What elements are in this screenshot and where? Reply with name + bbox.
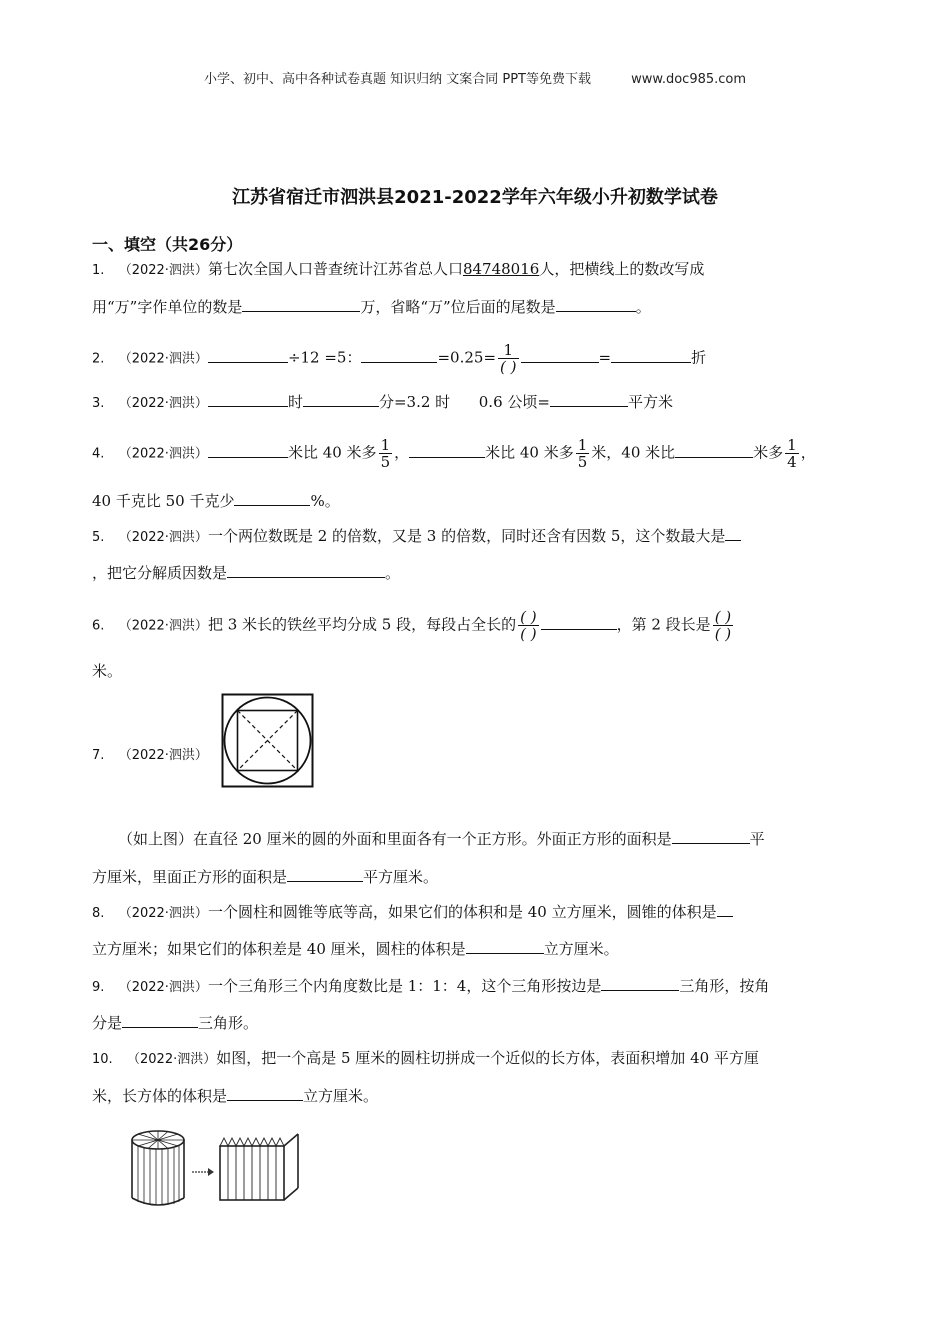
question-source: （2022·泗洪）: [127, 1052, 217, 1067]
answer-blank[interactable]: [717, 901, 733, 917]
question-text: 平: [749, 830, 765, 848]
question-number: 8.: [92, 906, 105, 921]
answer-blank[interactable]: [725, 525, 741, 541]
question-6-line-2: [92, 661, 122, 681]
question-number: 6.: [92, 618, 105, 634]
question-4: [92, 437, 816, 470]
question-6: [92, 609, 735, 642]
fraction: $\frac{1}{( )}$: [500, 341, 517, 376]
question-text: 方厘米，里面正方形的面积是: [92, 868, 288, 886]
answer-blank[interactable]: [287, 866, 363, 882]
question-2: [92, 342, 706, 375]
question-text: 一个三角形三个内角度数比是 1：1：4，这个三角形按边是: [207, 977, 602, 995]
question-text: =0.25=: [437, 348, 497, 367]
question-text: ÷12 =5：: [287, 348, 362, 367]
question-text: 立方厘米。: [543, 940, 619, 958]
question-8-line-2: [92, 938, 619, 959]
question-source: （2022·泗洪）: [118, 618, 208, 634]
answer-blank[interactable]: [208, 391, 288, 407]
answer-blank[interactable]: [227, 1085, 303, 1101]
answer-blank[interactable]: [611, 347, 691, 363]
question-source: （2022·泗洪）: [118, 446, 208, 462]
answer-blank[interactable]: [521, 347, 599, 363]
answer-blank[interactable]: [541, 614, 617, 630]
answer-blank[interactable]: [409, 442, 485, 458]
denominator-blank[interactable]: ( ): [520, 625, 537, 643]
question-text: 平方米: [627, 393, 673, 411]
fraction: [713, 609, 733, 642]
answer-blank[interactable]: [242, 296, 360, 312]
question-text: 米比 40 米多: [485, 443, 574, 462]
question-text: 。: [385, 564, 401, 582]
answer-blank[interactable]: [227, 562, 385, 578]
question-text: 万，省略“万”位后面的尾数是: [360, 298, 556, 316]
question-7-line-2: [92, 866, 438, 887]
question-number: 10.: [92, 1052, 113, 1067]
question-text: 三角形。: [198, 1014, 259, 1032]
question-text: ，第 2 段长是: [616, 615, 711, 634]
question-text: 如图，把一个高是 5 厘米的圆柱切拼成一个近似的长方体，表面积增加 40 平方厘: [216, 1049, 759, 1067]
question-text: 40 千克比 50 千克少: [92, 492, 235, 510]
fraction: [518, 609, 538, 642]
question-text: 立方厘米。: [303, 1087, 379, 1105]
question-9-line-2: [92, 1012, 258, 1033]
fraction: $\frac{1}{5}$: [577, 436, 588, 471]
question-number: 7.: [92, 748, 105, 763]
question-text: 立方厘米；如果它们的体积差是 40 厘米，圆柱的体积是: [92, 940, 466, 958]
denominator-blank[interactable]: ( ): [500, 358, 517, 376]
question-number: 1.: [92, 263, 105, 278]
question-source: （2022·泗洪）: [118, 980, 208, 995]
question-text: 一个圆柱和圆锥等底等高，如果它们的体积和是 40 立方厘米，圆锥的体积是: [207, 903, 717, 921]
cuboid: [220, 1134, 298, 1200]
answer-blank[interactable]: [234, 490, 310, 506]
answer-blank[interactable]: [672, 828, 750, 844]
question-text: %。: [310, 492, 340, 510]
circle-square-figure: [221, 693, 315, 789]
question-number: 2.: [92, 351, 105, 367]
question-9: [92, 975, 769, 998]
question-source: （2022·泗洪）: [118, 351, 208, 367]
question-text: 米，40 米比: [591, 443, 676, 462]
cylinder: [132, 1131, 184, 1205]
question-source: （2022·泗洪）: [118, 748, 208, 763]
question-text: 。: [635, 298, 651, 316]
question-1-line-2: [92, 296, 651, 317]
answer-blank[interactable]: [675, 442, 753, 458]
question-5: [92, 525, 741, 548]
question-7: [92, 744, 208, 766]
question-text: 时: [287, 393, 303, 411]
question-text: 用“万”字作单位的数是: [92, 298, 243, 316]
page-header: [0, 68, 950, 87]
question-3: [92, 391, 673, 414]
question-text: 米多: [753, 443, 784, 462]
question-8: [92, 901, 733, 924]
question-source: （2022·泗洪）: [118, 906, 208, 921]
question-text: 把 3 米长的铁丝平均分成 5 段，每段占全长的: [207, 615, 517, 634]
fraction: $\frac{1}{4}$: [787, 436, 797, 471]
answer-blank[interactable]: [550, 391, 628, 407]
question-10-line-2: [92, 1085, 378, 1106]
answer-blank[interactable]: [122, 1012, 198, 1028]
numerator-blank[interactable]: ( ): [520, 608, 537, 626]
header-url[interactable]: www.doc985.com: [631, 72, 747, 87]
answer-blank[interactable]: [556, 296, 636, 312]
header-text: 小学、初中、高中各种试卷真题 知识归纳 文案合同 PPT等免费下载: [203, 72, 591, 87]
arrow-icon: [192, 1168, 214, 1176]
question-7-text: [118, 828, 765, 849]
answer-blank[interactable]: [466, 938, 544, 954]
answer-blank[interactable]: [303, 391, 379, 407]
question-number: 9.: [92, 980, 105, 995]
question-source: （2022·泗洪）: [118, 263, 208, 278]
question-text: ，把它分解质因数是: [92, 564, 228, 582]
question-text: 第七次全国人口普查统计江苏省总人口: [207, 260, 463, 278]
question-source: （2022·泗洪）: [118, 530, 208, 545]
cylinder-to-cuboid-figure: [128, 1128, 308, 1214]
answer-blank[interactable]: [208, 442, 288, 458]
question-text: 分=3.2 时: [378, 393, 451, 411]
question-number: 5.: [92, 530, 105, 545]
question-text: ，: [394, 443, 410, 462]
question-text: 0.6 公顷=: [478, 393, 550, 411]
question-4-line-2: [92, 490, 340, 511]
question-text: 折: [691, 348, 707, 367]
question-1: [92, 259, 704, 281]
question-text: 人，把横线上的数改写成: [539, 260, 705, 278]
question-text: 米。: [92, 662, 123, 680]
question-text: 米比 40 米多: [287, 443, 377, 462]
question-source: （2022·泗洪）: [118, 396, 208, 411]
question-text: 三角形，按角: [679, 977, 770, 995]
denominator-blank[interactable]: ( ): [714, 625, 732, 643]
question-text: 米，长方体的体积是: [92, 1087, 228, 1105]
question-10: [92, 1048, 759, 1070]
question-text: ，: [800, 443, 816, 462]
question-text: 分是: [92, 1014, 123, 1032]
fraction: $\frac{1}{5}$: [380, 436, 391, 471]
question-text: 一个两位数既是 2 的倍数，又是 3 的倍数，同时还含有因数 5，这个数最大是: [207, 527, 726, 545]
section-heading: 一、填空（共26分）: [92, 235, 243, 254]
exam-title: 江苏省宿迁市泗洪县2021-2022学年六年级小升初数学试卷: [232, 187, 718, 208]
question-number: 3.: [92, 396, 105, 411]
question-text: =: [598, 348, 612, 367]
question-5-line-2: [92, 562, 400, 583]
question-text: （如上图）在直径 20 厘米的圆的外面和里面各有一个正方形。外面正方形的面积是: [118, 830, 672, 848]
answer-blank[interactable]: [361, 347, 437, 363]
answer-blank[interactable]: [601, 975, 679, 991]
question-number: 4.: [92, 446, 105, 462]
numerator-blank[interactable]: ( ): [714, 608, 732, 626]
population-number: 84748016: [462, 260, 540, 278]
answer-blank[interactable]: [208, 347, 288, 363]
question-text: 平方厘米。: [363, 868, 439, 886]
